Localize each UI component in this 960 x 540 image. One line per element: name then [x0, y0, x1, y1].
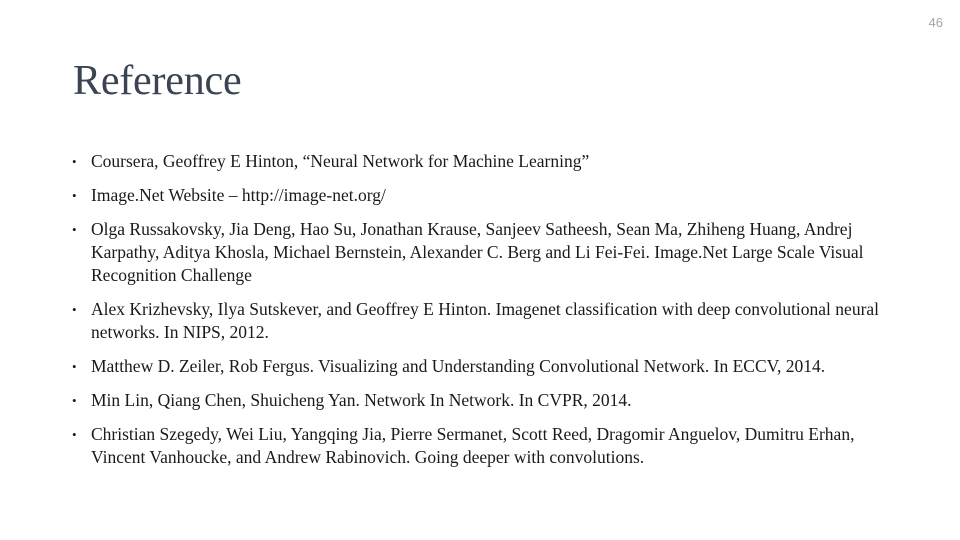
reference-item: [72, 218, 892, 287]
reference-text: Coursera, Geoffrey E Hinton, “Neural Network for Machine Learning”: [91, 151, 590, 171]
bullet-icon: •: [72, 393, 77, 408]
reference-item: [72, 389, 892, 412]
bullet-icon: •: [72, 188, 77, 203]
bullet-icon: •: [72, 427, 77, 442]
reference-text: Christian Szegedy, Wei Liu, Yangqing Jia, Pierre Sermanet, Scott Reed, Dragomir Anguelov, Dumitru Erhan, Vincent Vanhoucke, and Andrew Rabinovich. Going deeper with convolutions.: [91, 424, 855, 467]
bullet-icon: •: [72, 154, 77, 169]
reference-item: [72, 423, 892, 469]
bullet-icon: •: [72, 222, 77, 237]
page-number: 46: [928, 15, 943, 30]
reference-item: [72, 298, 892, 344]
reference-text: Alex Krizhevsky, Ilya Sutskever, and Geoffrey E Hinton. Imagenet classification with deep convolutional neural networks. In NIPS, 2012.: [91, 299, 880, 342]
reference-item: [72, 355, 892, 378]
reference-text: Min Lin, Qiang Chen, Shuicheng Yan. Network In Network. In CVPR, 2014.: [91, 390, 632, 410]
reference-list: [72, 150, 892, 480]
bullet-icon: •: [72, 302, 77, 317]
bullet-icon: •: [72, 359, 77, 374]
reference-item: [72, 150, 892, 173]
reference-item: [72, 184, 892, 207]
slide-title: Reference: [73, 58, 242, 104]
reference-text: Olga Russakovsky, Jia Deng, Hao Su, Jonathan Krause, Sanjeev Satheesh, Sean Ma, Zhiheng Huang, Andrej Karpathy, Aditya Khosla, Michael Bernstein, Alexander C. Berg and Li Fei-Fei. Image.Net Large Scale Visual Recognition Challenge: [91, 219, 864, 285]
reference-text: Image.Net Website – http://image-net.org/: [91, 185, 386, 205]
reference-text: Matthew D. Zeiler, Rob Fergus. Visualizing and Understanding Convolutional Network. In ECCV, 2014.: [91, 356, 826, 376]
